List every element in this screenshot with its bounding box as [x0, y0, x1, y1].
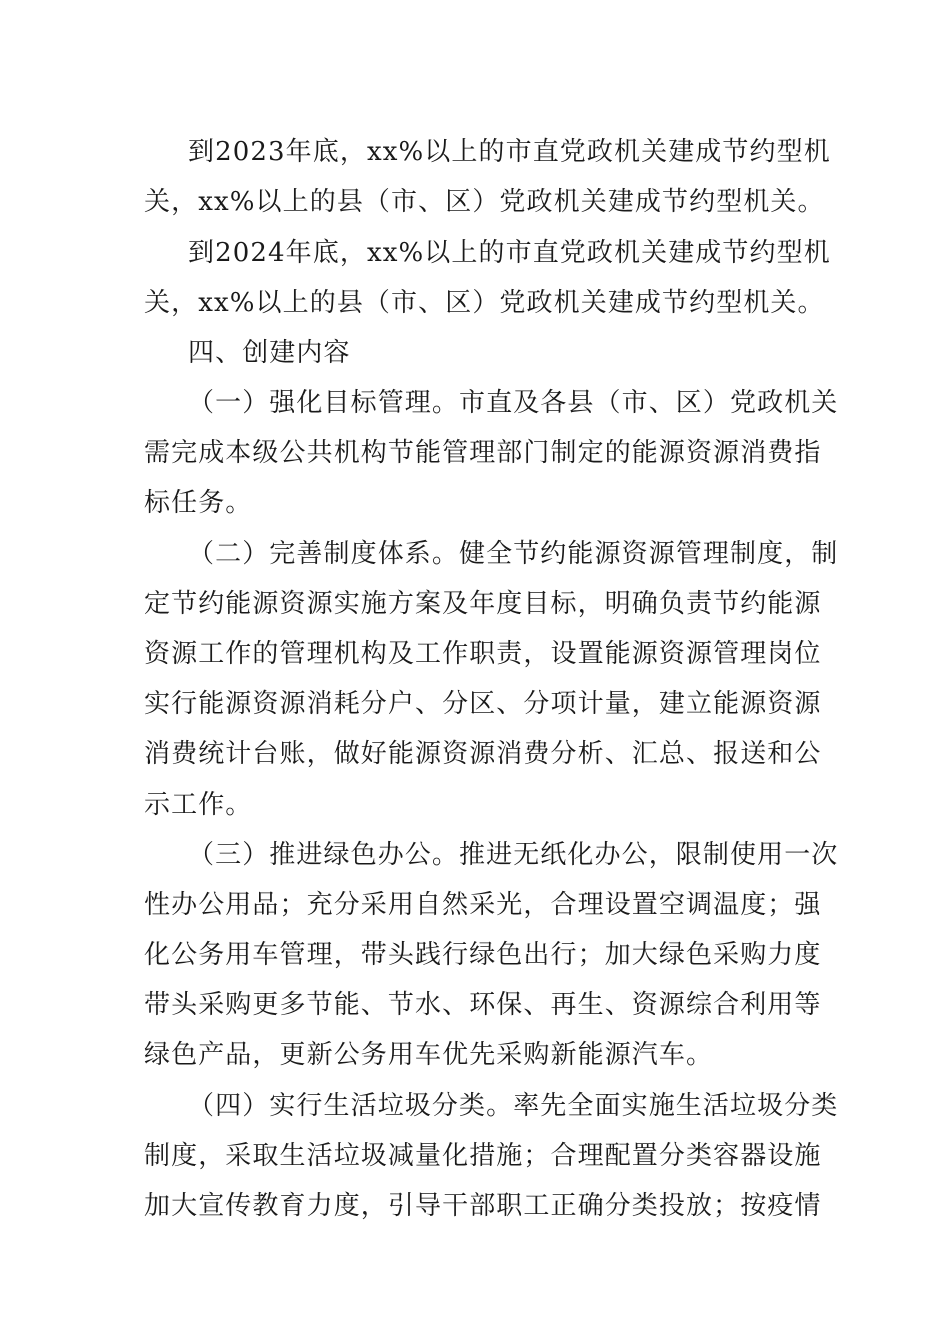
text-line: 到2023年底，xx%以上的市直党政机关建成节约型机 [188, 137, 831, 167]
text-line: （一）强化目标管理。市直及各县（市、区）党政机关 [188, 388, 839, 418]
text-line: （四）实行生活垃圾分类。率先全面实施生活垃圾分类 [188, 1091, 839, 1121]
text-line: （二）完善制度体系。健全节约能源资源管理制度，制 [188, 539, 839, 569]
text-line: 加大宣传教育力度，引导干部职工正确分类投放；按疫情 [144, 1191, 822, 1221]
text-line: 到2024年底，xx%以上的市直党政机关建成节约型机 [188, 238, 831, 268]
text-line: 绿色产品，更新公务用车优先采购新能源汽车。 [144, 1040, 714, 1070]
text-line: 实行能源资源消耗分户、分区、分项计量，建立能源资源 [144, 689, 822, 719]
text-line: （三）推进绿色办公。推进无纸化办公，限制使用一次 [188, 840, 839, 870]
text-line: 标任务。 [144, 488, 253, 518]
text-line: 资源工作的管理机构及工作职责，设置能源资源管理岗位 [144, 639, 822, 669]
text-line: 化公务用车管理，带头践行绿色出行；加大绿色采购力度 [144, 940, 822, 970]
text-line: 关，xx%以上的县（市、区）党政机关建成节约型机关。 [144, 187, 825, 217]
text-line: 性办公用品；充分采用自然采光，合理设置空调温度；强 [144, 890, 822, 920]
text-line: 定节约能源资源实施方案及年度目标，明确负责节约能源 [144, 589, 822, 619]
text-line: 制度，采取生活垃圾减量化措施；合理配置分类容器设施 [144, 1141, 822, 1171]
text-line: 需完成本级公共机构节能管理部门制定的能源资源消费指 [144, 438, 822, 468]
text-line: 带头采购更多节能、节水、环保、再生、资源综合利用等 [144, 990, 822, 1020]
heading-text: 四、创建内容 [188, 338, 351, 368]
text-line: 消费统计台账，做好能源资源消费分析、汇总、报送和公 [144, 739, 822, 769]
text-line: 示工作。 [144, 790, 253, 820]
text-line: 关，xx%以上的县（市、区）党政机关建成节约型机关。 [144, 288, 825, 318]
